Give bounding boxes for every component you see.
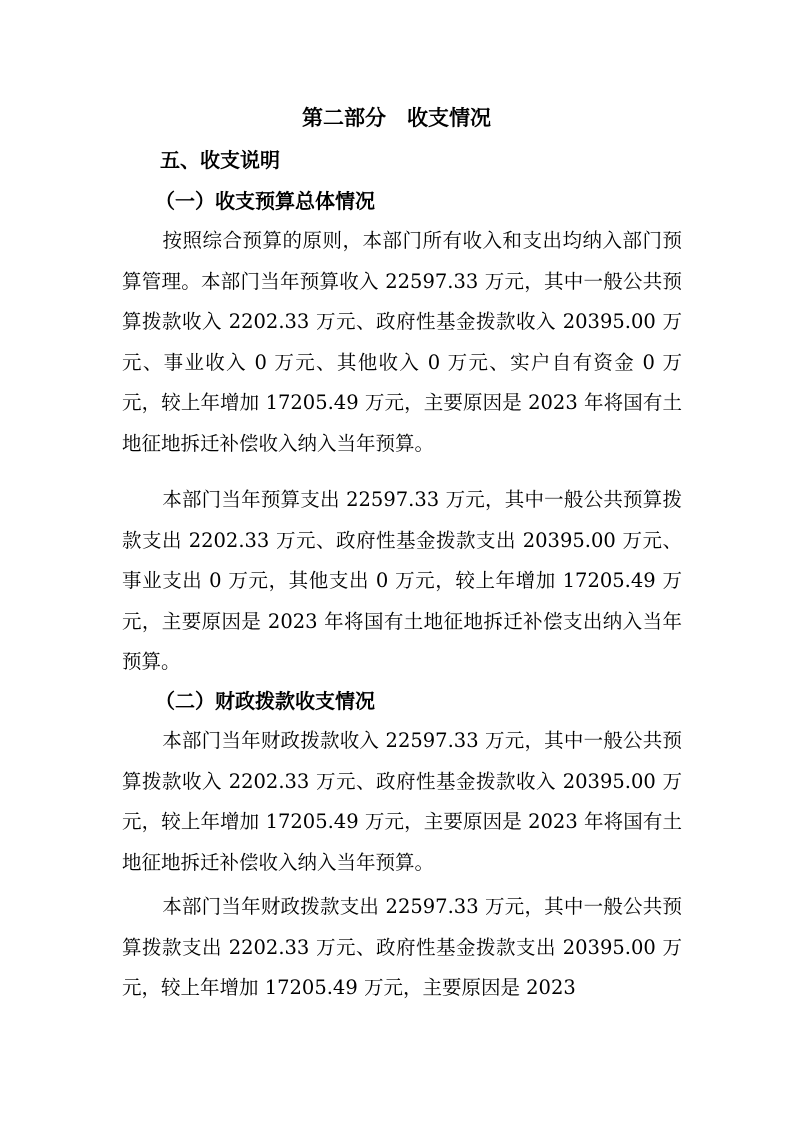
subsection-heading-1: （一）收支预算总体情况	[155, 189, 375, 213]
paragraph	[122, 221, 682, 464]
paragraph	[122, 887, 682, 1009]
part-title: 第二部分 收支情况	[302, 106, 491, 130]
paragraph-text: 按照综合预算的原则，本部门所有收入和支出均纳入部门预算管理。本部门当年预算收入 22597.33 万元，其中一般公共预算拨款收入 2202.33 万元、政府性基金拨款收入 20395.00 万元、事业收入 0 万元、其他收入 0 万元、实户自有资金 0 万元，较上年增加 17205.49 万元，主要原因是 2023 年将国有土地征地拆迁补偿收入纳入当年预算。	[122, 229, 682, 455]
paragraph	[122, 480, 682, 683]
paragraph-text: 本部门当年财政拨款收入 22597.33 万元，其中一般公共预算拨款收入 2202.33 万元、政府性基金拨款收入 20395.00 万元，较上年增加 17205.49 万元，主要原因是 2023 年将国有土地征地拆迁补偿收入纳入当年预算。	[122, 729, 682, 874]
section-title: 五、收支说明	[160, 148, 280, 172]
paragraph-text: 本部门当年预算支出 22597.33 万元，其中一般公共预算拨款支出 2202.33 万元、政府性基金拨款支出 20395.00 万元、事业支出 0 万元，其他支出 0 万元，较上年增加 17205.49 万元，主要原因是 2023 年将国有土地征地拆迁补偿支出纳入当年预算。	[122, 488, 682, 673]
paragraph	[122, 721, 682, 883]
paragraph-text: 本部门当年财政拨款支出 22597.33 万元，其中一般公共预算拨款支出 2202.33 万元、政府性基金拨款支出 20395.00 万元，较上年增加 17205.49 万元，主要原因是 2023	[122, 895, 682, 999]
subsection-heading-2: （二）财政拨款收支情况	[155, 689, 375, 713]
